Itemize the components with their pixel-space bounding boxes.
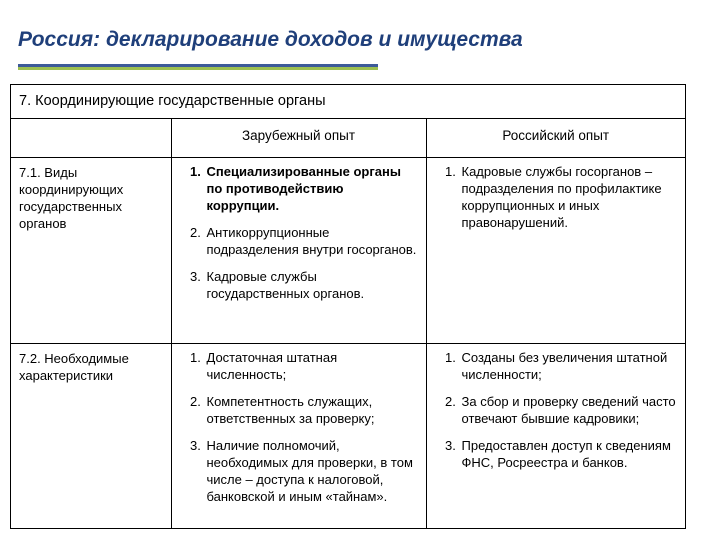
row-label: 7.1. Виды координирующих государственных органов	[11, 157, 171, 343]
table-row	[11, 157, 685, 343]
title-underline	[18, 64, 378, 70]
list-item: 3. Наличие полномочий, необходимых для проверки, в том числе – доступа к налоговой, банковской и иным «тайнам».	[205, 437, 419, 505]
list-item: 1. Кадровые службы госорганов – подразделения по профилактике коррупционных и иных правонарушений.	[460, 163, 679, 231]
list-item: 2. За сбор и проверку сведений часто отвечают бывшие кадровики;	[460, 393, 679, 427]
list-item: 3. Кадровые службы государственных органов.	[205, 268, 419, 302]
column-header-russian: Российский опыт	[426, 119, 685, 157]
empty-header-cell	[11, 119, 171, 157]
foreign-cell	[171, 157, 426, 343]
list-item: 2. Антикоррупционные подразделения внутри госорганов.	[205, 224, 419, 258]
foreign-cell	[171, 343, 426, 528]
list-item: 3. Предоставлен доступ к сведениям ФНС, Росреестра и банков.	[460, 437, 679, 471]
comparison-table	[10, 84, 686, 529]
section-heading: 7. Координирующие государственные органы	[11, 85, 685, 119]
table-row	[11, 343, 685, 528]
slide-title: Россия: декларирование доходов и имущества	[18, 28, 523, 51]
list-item: 2. Компетентность служащих, ответственных за проверку;	[205, 393, 419, 427]
russian-cell	[426, 343, 685, 528]
table-header-row	[11, 119, 685, 157]
column-header-foreign: Зарубежный опыт	[171, 119, 426, 157]
list-item: 1. Специализированные органы по противодействию коррупции.	[205, 163, 419, 214]
list-item: 1. Созданы без увеличения штатной численности;	[460, 349, 679, 383]
russian-cell	[426, 157, 685, 343]
list-item: 1. Достаточная штатная численность;	[205, 349, 419, 383]
row-label: 7.2. Необходимые характеристики	[11, 343, 171, 528]
